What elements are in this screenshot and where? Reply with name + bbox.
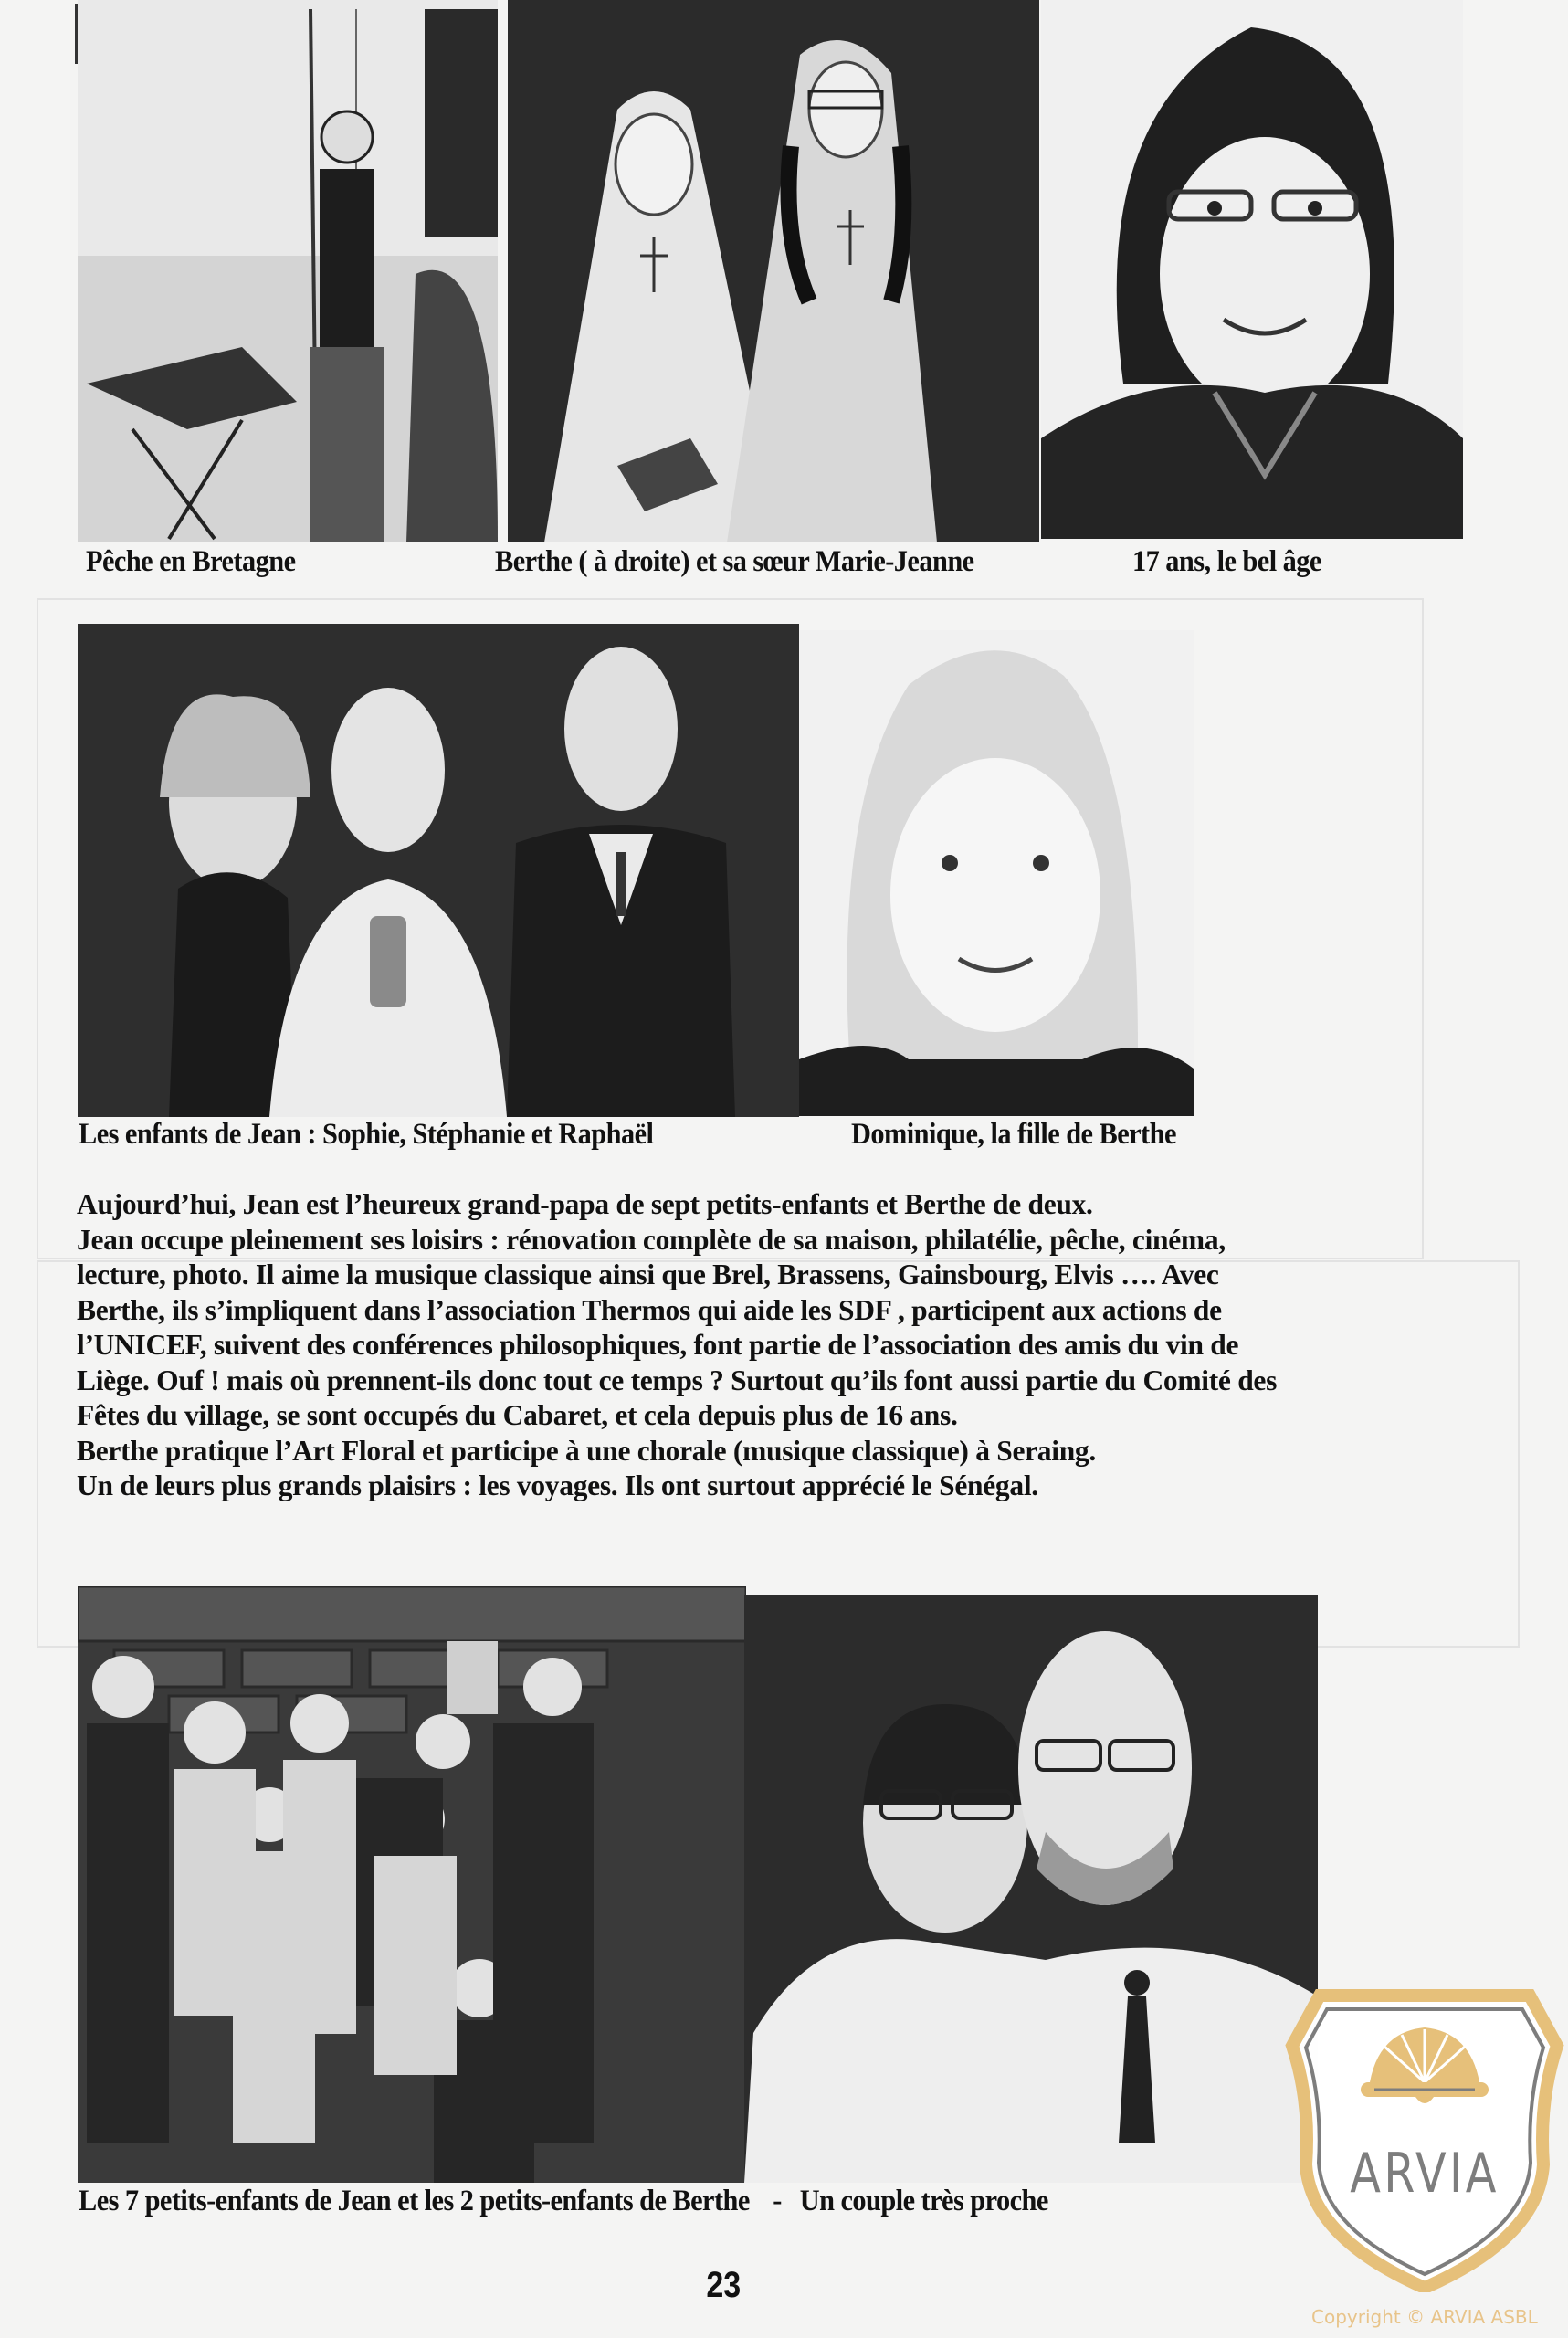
caption-grandchildren (79, 2185, 1048, 2218)
photo-grandchildren (78, 1586, 746, 2183)
photo-jean-children (78, 624, 799, 1117)
article-line: Fêtes du village, se sont occupés du Cabaret, et cela depuis plus de 16 ans. (77, 1399, 958, 1431)
caption-fishing-brittany: Pêche en Bretagne (86, 545, 296, 578)
arvia-logo-text: ARVIA (1350, 2142, 1500, 2206)
copyright-notice: Copyright © ARVIA ASBL (1311, 2306, 1538, 2328)
article-line: Liège. Ouf ! mais où prennent-ils donc tout ce temps ? Surtout qu’ils font aussi partie du Comité des (77, 1364, 1278, 1396)
caption-jean-children: Les enfants de Jean : Sophie, Stéphanie et Raphaël (79, 1118, 654, 1151)
article-line: Jean occupe pleinement ses loisirs : rénovation complète de sa maison, philatélie, pêche, cinéma, (77, 1223, 1226, 1256)
article-line: Berthe pratique l’Art Floral et participe à une chorale (musique classique) à Seraing. (77, 1434, 1096, 1467)
caption-17-years: 17 ans, le bel âge (1132, 545, 1321, 578)
page-number: 23 (706, 2265, 742, 2305)
article-line: Aujourd’hui, Jean est l’heureux grand-papa de sept petits-enfants et Berthe de deux. (77, 1188, 1093, 1220)
photo-couple (744, 1595, 1318, 2183)
article-line: l’UNICEF, suivent des conférences philosophiques, font partie de l’association des amis du vin de (77, 1329, 1239, 1361)
article-line: lecture, photo. Il aime la musique classique ainsi que Brel, Brassens, Gainsbourg, Elvis …. Avec (77, 1259, 1219, 1290)
article-line: Un de leurs plus grands plaisirs : les voyages. Ils ont surtout apprécié le Sénégal. (77, 1469, 1038, 1501)
photo-portrait-17-years (1041, 0, 1463, 539)
article-line: Berthe, ils s’impliquent dans l’association Thermos qui aide les SDF , participent aux actions de (77, 1293, 1222, 1326)
photo-fishing-brittany (78, 0, 498, 542)
caption-dominique: Dominique, la fille de Berthe (851, 1118, 1176, 1151)
photo-dominique (799, 630, 1194, 1116)
photo-berthe-and-sister (508, 0, 1039, 542)
caption-couple: Un couple très proche (799, 2185, 1048, 2217)
caption-separator: - (773, 2185, 782, 2217)
caption-grandchildren-left: Les 7 petits-enfants de Jean et les 2 petits-enfants de Berthe (79, 2185, 750, 2217)
caption-berthe-and-sister: Berthe ( à droite) et sa sœur Marie-Jeanne (495, 545, 974, 578)
article-paragraph (77, 1187, 1501, 1504)
arvia-logo (1283, 1982, 1566, 2292)
